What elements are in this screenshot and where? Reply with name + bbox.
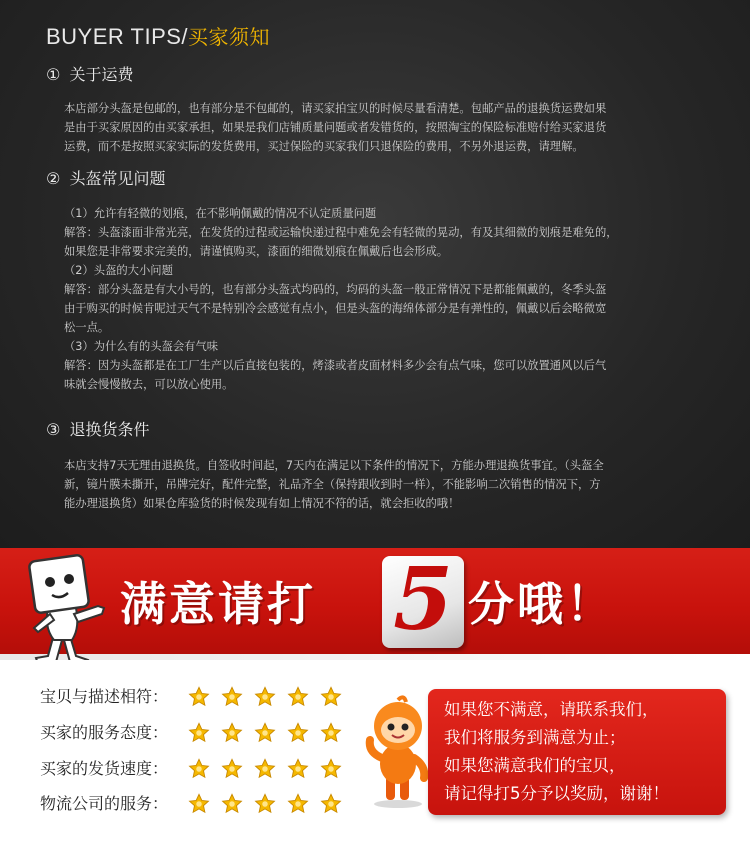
- section-number: ②: [46, 169, 61, 188]
- star-icon[interactable]: [287, 722, 309, 744]
- section-title: 退换货条件: [69, 420, 150, 439]
- star-icon[interactable]: [287, 758, 309, 780]
- section-heading-returns: [46, 419, 149, 441]
- section-heading-shipping: [46, 64, 133, 86]
- star-icon[interactable]: [320, 722, 342, 744]
- satisfaction-note: [428, 689, 726, 815]
- paragraph-line: 运费，而不是按照买家实际的发货费用，买过保险的买家我们只退保险的费用，不另外退运费，请理解。: [64, 140, 584, 153]
- paragraph-line: （3）为什么有的头盔会有气味: [64, 340, 219, 353]
- paragraph-line: 由于购买的时候肯呢过天气不是特别冷会感觉有点小，但是头盔的海绵体部分是有弹性的，佩戴以后会略微宽: [64, 302, 607, 315]
- paragraph-line: 能办理退换货）如果仓库验货的时候发现有如上情况不符的话，就会拒收的哦！: [64, 497, 460, 510]
- star-icon[interactable]: [320, 793, 342, 815]
- star-icon[interactable]: [320, 758, 342, 780]
- rating-label: 物流公司的服务：: [40, 794, 169, 813]
- buyer-tips-title-cn: 买家须知: [188, 25, 271, 49]
- buyer-tips-title-en: BUYER TIPS/: [46, 24, 189, 49]
- section-heading-faq: [46, 168, 165, 190]
- star-icon[interactable]: [188, 793, 210, 815]
- section-title: 关于运费: [69, 65, 134, 84]
- star-icon[interactable]: [188, 686, 210, 708]
- star-icon[interactable]: [221, 722, 243, 744]
- star-icon[interactable]: [254, 793, 276, 815]
- section-number: ③: [46, 420, 61, 439]
- star-icon[interactable]: [287, 686, 309, 708]
- paragraph-line: 松一点。: [64, 321, 110, 334]
- star-icon[interactable]: [254, 758, 276, 780]
- star-icon[interactable]: [188, 722, 210, 744]
- star-icon[interactable]: [221, 758, 243, 780]
- star-icon[interactable]: [287, 793, 309, 815]
- star-icon[interactable]: [188, 758, 210, 780]
- note-line: 如果您满意我们的宝贝，: [444, 756, 626, 775]
- star-rating[interactable]: [188, 758, 353, 780]
- paragraph-line: 本店支持7天无理由退换货。自签收时间起，7天内在满足以下条件的情况下，方能办理退换货事宜。（头盔全: [64, 459, 604, 472]
- paragraph-line: 味就会慢慢散去，可以放心使用。: [64, 378, 234, 391]
- star-rating[interactable]: [188, 722, 353, 744]
- note-line: 我们将服务到满意为止；: [444, 728, 626, 747]
- paragraph-line: （2）头盔的大小问题: [64, 264, 173, 277]
- section-body-returns: [64, 456, 724, 513]
- section-body-shipping: [64, 99, 724, 156]
- star-icon[interactable]: [221, 686, 243, 708]
- note-line: 请记得打5分予以奖励，谢谢！: [444, 784, 669, 803]
- five-number: 5: [393, 549, 453, 650]
- paragraph-line: （1）允许有轻微的划痕，在不影响佩戴的情况不认定质量问题: [64, 207, 377, 220]
- banner-text-before: 满意请打: [120, 577, 316, 631]
- star-icon[interactable]: [221, 793, 243, 815]
- star-icon[interactable]: [320, 686, 342, 708]
- paragraph-line: 本店部分头盔是包邮的，也有部分是不包邮的，请买家拍宝贝的时候尽量看清楚。包邮产品的退换货运费如果: [64, 102, 607, 115]
- paragraph-line: 解答：头盔漆面非常光亮，在发货的过程或运输快递过程中难免会有轻微的晃动，有及其细微的划痕是难免的，: [64, 226, 618, 239]
- section-number: ①: [46, 65, 61, 84]
- paragraph-line: 如果您是非常要求完美的，请谨慎购买，漆面的细微划痕在佩戴后也会形成。: [64, 245, 449, 258]
- star-icon[interactable]: [254, 722, 276, 744]
- section-body-faq: [64, 204, 724, 394]
- rating-label: 买家的发货速度：: [40, 759, 169, 778]
- star-icon[interactable]: [254, 686, 276, 708]
- star-rating[interactable]: [188, 793, 353, 815]
- section-title: 头盔常见问题: [69, 169, 166, 188]
- paragraph-line: 是由于买家原因的由买家承担，如果是我们店铺质量问题或者发错货的，按照淘宝的保险标准赔付给买家退货: [64, 121, 607, 134]
- banner-text-after: 分哦！: [468, 577, 615, 631]
- mascot-cube-icon: [14, 548, 114, 668]
- note-line: 如果您不满意，请联系我们，: [444, 700, 659, 719]
- rating-label: 宝贝与描述相符：: [40, 687, 169, 706]
- buyer-tips-title: [46, 22, 270, 52]
- mascot-orange-icon: [360, 692, 434, 810]
- paragraph-line: 解答：因为头盔都是在工厂生产以后直接包装的，烤漆或者皮面材料多少会有点气味，您可以放置通风以后气: [64, 359, 607, 372]
- star-rating[interactable]: [188, 686, 353, 708]
- paragraph-line: 解答：部分头盔是有大小号的，也有部分头盔式均码的，均码的头盔一般正常情况下是都能佩戴的，冬季头盔: [64, 283, 607, 296]
- paragraph-line: 新，镜片膜未撕开，吊牌完好，配件完整，礼品齐全（保持跟收到时一样），不能影响二次销售的情况下，方: [64, 478, 601, 491]
- rating-label: 买家的服务态度：: [40, 723, 169, 742]
